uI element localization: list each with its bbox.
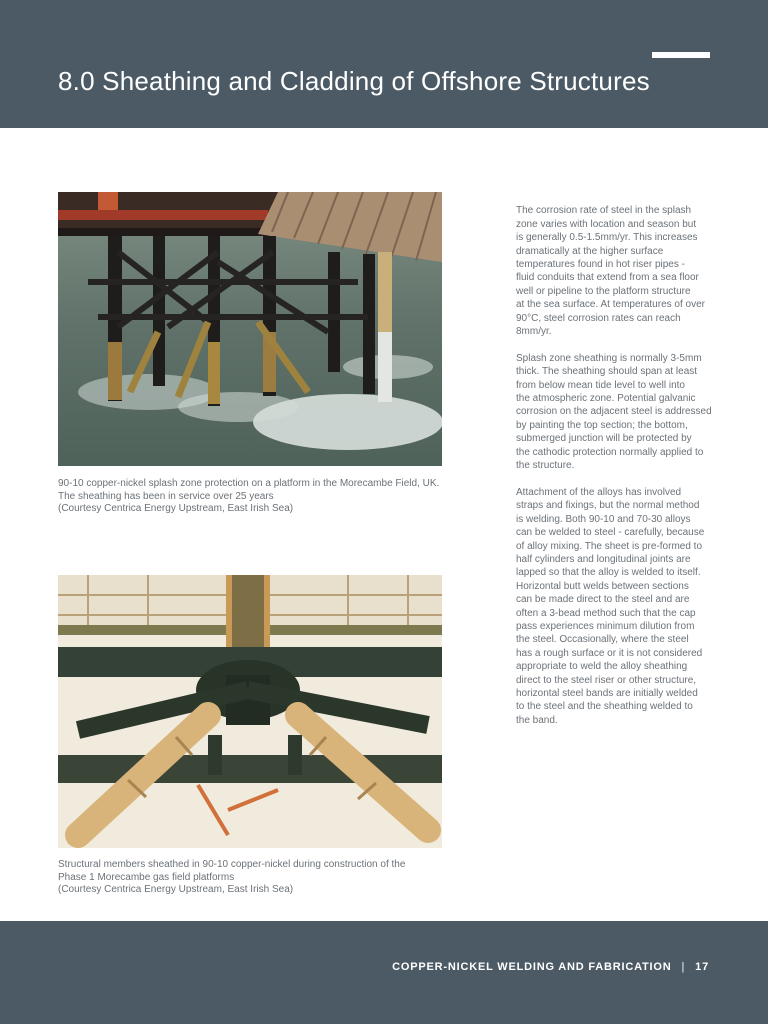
body-line: can be welded to steel - carefully, because [516,527,705,539]
body-line: Horizontal butt welds between sections [516,580,689,592]
body-line: appropriate to weld the alloy sheathing [516,661,688,673]
body-text-column [516,191,716,741]
body-line: dramatically at the higher surface [516,245,664,257]
body-line: the structure. [516,460,575,472]
body-line: thick. The sheathing should span at least [516,366,698,378]
body-line: lapped so that the alloy is welded to itself. [516,567,701,579]
body-line: by painting the top section; the bottom, [516,419,688,431]
body-line: Splash zone sheathing is normally 3-5mm [516,352,702,364]
body-line: direct to the steel riser or other structure, [516,674,697,686]
figure-caption-1 [58,478,458,516]
body-line: pass experiences minimum dilution from [516,620,695,632]
footer-text [392,961,709,973]
footer-separator: | [681,961,686,973]
caption-line: 90-10 copper-nickel splash zone protection on a platform in the Morecambe Field, UK. [58,478,440,489]
body-line: is generally 0.5-1.5mm/yr. This increases [516,232,698,244]
figure-caption-2 [58,859,458,897]
body-line: of alloy mixing. The sheet is pre-formed to [516,540,703,552]
body-line: 90°C, steel corrosion rates can reach 8mm/yr. [516,312,681,338]
body-line: fluid conduits that extend from a sea floor [516,272,699,284]
sheathed-structural-members-photo [58,575,442,848]
body-line: at the sea surface. At temperatures of over [516,299,705,311]
page-number: 17 [695,961,709,973]
body-line: the band. [516,714,558,726]
body-line: well or pipeline to the platform structure [516,285,691,297]
caption-line: Phase 1 Morecambe gas field platforms [58,871,235,883]
body-line: straps and fixings, but the normal method [516,500,700,512]
body-line: half cylinders and longitudinal joints are [516,553,691,565]
body-line: has a rough surface or it is not considered [516,647,703,659]
body-line: temperatures found in hot riser pipes - [516,259,685,271]
body-line: is welding. Both 90-10 and 70-30 alloys [516,513,691,525]
body-line: from below mean tide level to well into [516,379,685,391]
caption-line: (Courtesy Centrica Energy Upstream, East Irish Sea) [58,503,294,514]
body-line: Attachment of the alloys has involved [516,486,682,498]
body-line: the steel. Occasionally, where the steel [516,634,689,646]
page-title: 8.0 Sheathing and Cladding of Offshore Structures [58,66,650,96]
body-line: corrosion on the adjacent steel is addressed [516,406,712,418]
body-line: to the steel and the sheathing welded to [516,701,693,713]
caption-line: Structural members sheathed in 90-10 copper-nickel during construction of the [58,859,406,870]
page-header [0,0,768,128]
footer-title: COPPER-NICKEL WELDING AND FABRICATION [392,961,672,973]
caption-line: (Courtesy Centrica Energy Upstream, East Irish Sea) [58,884,294,895]
body-line: submerged junction will be protected by [516,433,692,445]
body-line: can be made direct to the steel and are [516,594,690,606]
body-line: the atmospheric zone. Potential galvanic [516,393,696,405]
body-line: horizontal steel bands are initially welded [516,687,698,699]
body-line: often a 3-bead method such that the cap [516,607,696,619]
body-line: zone varies with location and season but [516,218,697,230]
offshore-platform-splash-zone-photo [58,192,442,466]
body-line: the cathodic protection normally applied to [516,446,704,458]
body-line: The corrosion rate of steel in the splash [516,205,692,217]
caption-line: The sheathing has been in service over 25 years [58,490,274,502]
header-accent-rule [652,52,710,58]
